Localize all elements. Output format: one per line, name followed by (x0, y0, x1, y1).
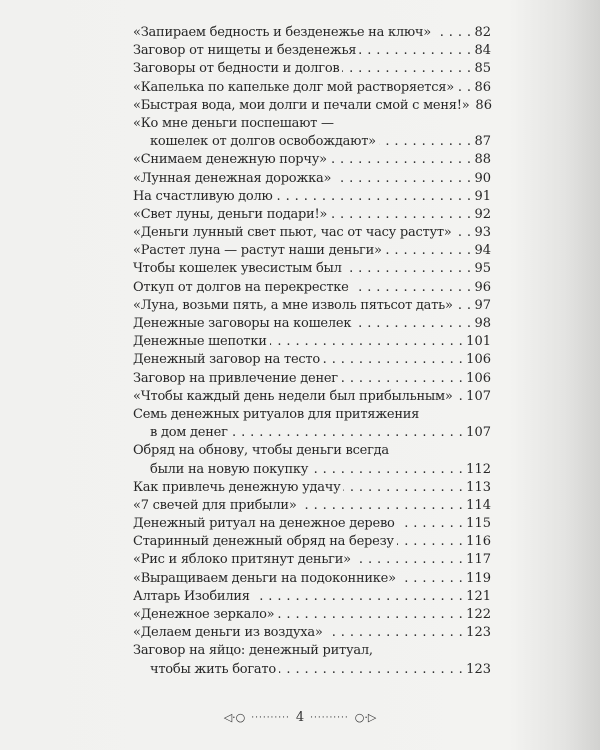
toc-entry-line (133, 42, 491, 60)
toc-entry-line (133, 170, 491, 188)
dot-leader (456, 388, 464, 406)
dot-leader (311, 461, 463, 479)
toc-entry-page: 107 (466, 425, 491, 441)
toc-entry-title: Откуп от долгов на перекрестке (133, 279, 349, 295)
toc-entry-title: Старинный денежный обряд на березу (133, 534, 394, 550)
toc-entry-page: 98 (474, 316, 491, 331)
toc-entry-page: 88 (474, 152, 491, 168)
toc-entry (133, 42, 491, 60)
toc-entry (133, 315, 491, 333)
toc-entry-line (133, 661, 491, 679)
dot-leader (279, 661, 463, 679)
toc-entry-line (133, 388, 491, 406)
toc-entry-line (133, 479, 491, 497)
ornament-right-icon: ○·▷ (354, 711, 377, 724)
toc-entry-page: 82 (474, 25, 491, 40)
toc-entry-page: 97 (474, 297, 491, 313)
toc-entry-page: 119 (466, 570, 491, 586)
toc-entry (133, 206, 491, 224)
toc-entry-line (133, 642, 491, 660)
toc-entry-line (133, 60, 491, 78)
dot-leader (276, 188, 472, 206)
toc-entry-page: 86 (475, 97, 492, 113)
toc-entry-title: Денежный заговор на тесто (133, 352, 320, 368)
toc-entry (133, 60, 491, 78)
toc-entry-page: 94 (474, 243, 491, 259)
toc-entry-title: «Луна, возьми пять, а мне изволь пятьсот дать» (133, 297, 453, 313)
toc-entry-title: «Растет луна — растут наши деньги» (133, 243, 382, 259)
toc-entry-page: 114 (466, 497, 491, 513)
toc-entry (133, 479, 491, 497)
toc-entry-title: кошелек от долгов освобождают» (150, 134, 376, 150)
toc-entry-page: 121 (466, 588, 491, 604)
toc-entry-line (133, 224, 491, 242)
toc-entry-line (133, 79, 491, 97)
ornament-dots: ·········· (310, 712, 349, 723)
toc-entry-line (133, 115, 491, 133)
toc-entry (133, 406, 491, 442)
dot-leader (456, 297, 472, 315)
toc-entry (133, 170, 491, 188)
dot-leader (398, 515, 464, 533)
toc-entry (133, 606, 491, 624)
toc-entry-page: 93 (474, 225, 491, 241)
toc-entry-page: 122 (466, 607, 491, 622)
toc-entry-title: «Ко мне деньги поспешают — (133, 115, 334, 131)
toc-entry (133, 388, 491, 406)
toc-entry-page: 91 (474, 188, 491, 204)
toc-entry-title: Заговоры от бедности и долгов (133, 61, 340, 77)
toc-entry-page: 117 (466, 552, 491, 568)
toc-entry-title: Алтарь Изобилия (133, 588, 250, 604)
dot-leader (342, 60, 471, 78)
toc-entry-page: 116 (466, 534, 491, 550)
toc-entry-line (133, 424, 491, 442)
toc-entry-line (133, 370, 491, 388)
page-number: 4 (295, 710, 305, 725)
toc-entry-line (133, 624, 491, 642)
toc-entry-line (133, 570, 491, 588)
toc-entry (133, 297, 491, 315)
toc-entry-title: Денежные шепотки (133, 334, 267, 350)
dot-leader (455, 224, 472, 242)
dot-leader (352, 279, 472, 297)
dot-leader (300, 497, 464, 515)
toc-entry-line (133, 133, 491, 151)
toc-entry (133, 533, 491, 551)
toc-entry-title: «Свет луны, деньги подари!» (133, 206, 328, 222)
toc-entry-line (133, 333, 491, 351)
toc-entry-page: 106 (466, 352, 491, 368)
dot-leader (354, 315, 471, 333)
dot-leader (399, 570, 463, 588)
toc-entry-title: Денежный ритуал на денежное дерево (133, 516, 395, 532)
toc-entry (133, 351, 491, 369)
toc-entry-line (133, 533, 491, 551)
toc-entry-title: Заговор от нищеты и безденежья (133, 43, 357, 59)
toc-entry-line (133, 606, 491, 624)
toc-entry-line (133, 461, 491, 479)
toc-entry-title: «Деньги лунный свет пьют, час от часу растут» (133, 225, 452, 241)
toc-entry-line (133, 351, 491, 369)
toc-entry (133, 97, 491, 115)
toc-entry-page: 95 (474, 261, 491, 277)
toc-entry (133, 115, 491, 151)
toc-entry-title: Обряд на обнову, чтобы деньги всегда (133, 443, 389, 459)
toc-entry (133, 370, 491, 388)
toc-entry-page: 90 (474, 170, 491, 186)
toc-entry-title: «Лунная денежная дорожка» (133, 170, 332, 186)
toc-entry (133, 260, 491, 278)
dot-leader (397, 533, 463, 551)
toc-entry-page: 106 (466, 370, 491, 386)
dot-leader (330, 151, 472, 169)
toc-entry-line (133, 279, 491, 297)
toc-entry-title: Денежные заговоры на кошелек (133, 316, 352, 331)
toc-entry (133, 224, 491, 242)
dot-leader (326, 624, 464, 642)
toc-entry-line (133, 242, 491, 260)
dot-leader (270, 333, 464, 351)
toc-entry-title: Семь денежных ритуалов для притяжения (133, 406, 420, 422)
toc-entry-line (133, 497, 491, 515)
toc-entry-line (133, 151, 491, 169)
toc-entry-page: 115 (466, 516, 491, 532)
dot-leader (379, 133, 472, 151)
toc-entry-title: На счастливую долю (133, 188, 273, 204)
toc-entry-title: «Быстрая вода, мои долги и печали смой с меня!» (133, 97, 470, 113)
toc-entry-line (133, 297, 491, 315)
dot-leader (354, 551, 463, 569)
toc-entry-line (133, 588, 491, 606)
dot-leader (330, 206, 471, 224)
toc-entry-page: 86 (474, 79, 491, 95)
toc-entry-title: «7 свечей для прибыли» (133, 497, 297, 513)
toc-entry-page: 87 (474, 134, 491, 150)
dot-leader (277, 606, 463, 624)
toc-entry-line (133, 24, 491, 42)
toc-entry-title: «Денежное зеркало» (133, 607, 275, 622)
dot-leader (457, 79, 472, 97)
toc-entry (133, 642, 491, 678)
toc-entry-page: 84 (474, 43, 491, 59)
toc-entry-page: 112 (466, 461, 491, 477)
toc-entry-page: 123 (466, 625, 491, 641)
toc-entry-line (133, 551, 491, 569)
toc-entry-page: 85 (474, 61, 491, 77)
toc-entry (133, 442, 491, 478)
dot-leader (334, 170, 471, 188)
toc-entry (133, 588, 491, 606)
toc-entry-page: 92 (474, 206, 491, 222)
toc-entry-line (133, 442, 491, 460)
toc-entry-line (133, 188, 491, 206)
toc-entry-line (133, 515, 491, 533)
dot-leader (345, 260, 472, 278)
dot-leader (343, 479, 463, 497)
dot-leader (359, 42, 471, 60)
toc-entry-title: «Делаем деньги из воздуха» (133, 625, 323, 641)
toc-entry (133, 497, 491, 515)
toc-entry (133, 151, 491, 169)
toc-entry-title: «Чтобы каждый день недели был прибыльным» (133, 388, 453, 404)
dot-leader (341, 370, 463, 388)
dot-leader (385, 242, 472, 260)
toc-entry (133, 188, 491, 206)
toc-entry (133, 515, 491, 533)
toc-entry-line (133, 315, 491, 333)
toc-entry-title: «Снимаем денежную порчу» (133, 152, 327, 168)
toc-entry-title: Заговор на яйцо: денежный ритуал, (133, 643, 373, 659)
dot-leader (323, 351, 463, 369)
page-footer (0, 710, 600, 725)
toc-entry-title: Чтобы кошелек увесистым был (133, 261, 342, 277)
toc-entry-line (133, 260, 491, 278)
toc-entry-line (133, 206, 491, 224)
toc-entry-title: чтобы жить богато (150, 661, 276, 677)
toc-entry (133, 79, 491, 97)
toc-entry-title: Заговор на привлечение денег (133, 370, 338, 386)
toc-entry-title: «Выращиваем деньги на подоконнике» (133, 570, 396, 586)
table-of-contents (133, 24, 491, 679)
toc-entry (133, 24, 491, 42)
toc-entry-page: 107 (466, 388, 491, 404)
toc-entry-title: были на новую покупку (150, 461, 309, 477)
dot-leader (231, 424, 464, 442)
toc-entry-page: 113 (466, 479, 491, 495)
toc-entry-title: «Запираем бедность и безденежье на ключ» (133, 25, 431, 40)
toc-entry (133, 242, 491, 260)
ornament-left-icon: ◁·○ (223, 711, 246, 724)
toc-entry-title: «Капелька по капельке долг мой растворяется» (133, 79, 454, 95)
toc-entry-line (133, 97, 491, 115)
ornament-dots: ·········· (251, 712, 290, 723)
toc-entry-line (133, 406, 491, 424)
toc-entry (133, 570, 491, 588)
toc-entry-page: 96 (474, 279, 491, 295)
dot-leader (253, 588, 463, 606)
toc-entry (133, 279, 491, 297)
dot-leader (434, 24, 471, 42)
toc-entry (133, 624, 491, 642)
toc-entry-title: «Рис и яблоко притянут деньги» (133, 552, 351, 568)
toc-entry (133, 551, 491, 569)
toc-entry-page: 123 (466, 661, 491, 677)
toc-entry (133, 333, 491, 351)
toc-entry-title: в дом денег (150, 425, 228, 441)
toc-entry-page: 101 (466, 334, 491, 350)
toc-entry-title: Как привлечь денежную удачу (133, 479, 341, 495)
